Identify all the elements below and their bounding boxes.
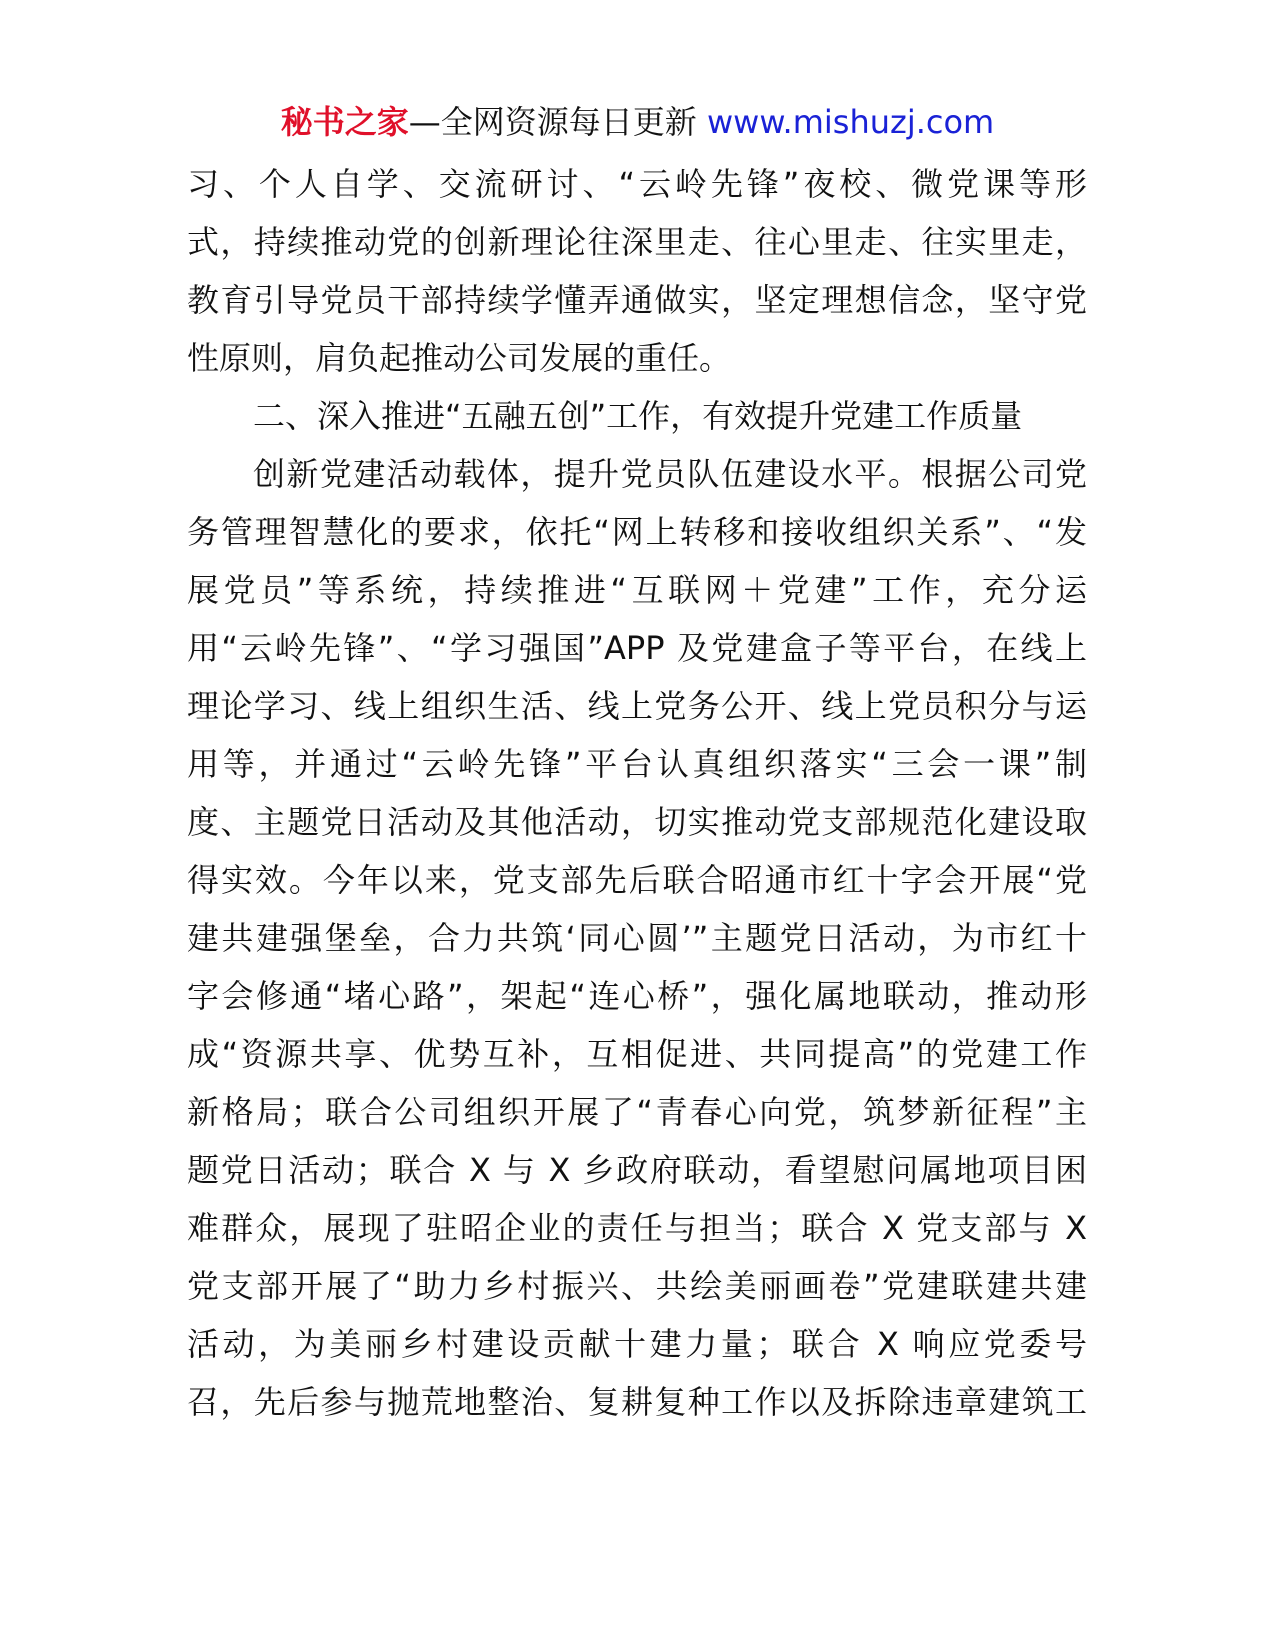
body-line: 建共建强堡垒，合力共筑‘同心圆’”主题党日活动，为市红十: [187, 919, 1087, 957]
body-line: 度、主题党日活动及其他活动，切实推动党支部规范化建设取: [187, 803, 1087, 841]
document-body: [187, 155, 1087, 1431]
site-header: [0, 100, 1275, 144]
brand-name: 秘书之家: [280, 103, 409, 141]
body-line: 难群众，展现了驻昭企业的责任与担当；联合 X 党支部与 X: [187, 1209, 1087, 1247]
body-line: 式，持续推动党的创新理论往深里走、往心里走、往实里走，: [187, 223, 1087, 261]
body-line: 成“资源共享、优势互补，互相促进、共同提高”的党建工作: [187, 1035, 1087, 1073]
header-tagline: —全网资源每日更新: [408, 103, 707, 141]
body-line: 教育引导党员干部持续学懂弄通做实，坚定理想信念，坚守党: [187, 281, 1087, 319]
section-heading: 二、深入推进“五融五创”工作，有效提升党建工作质量: [253, 397, 1023, 435]
body-line: 创新党建活动载体，提升党员队伍建设水平。根据公司党: [253, 455, 1087, 493]
body-line: 得实效。今年以来，党支部先后联合昭通市红十字会开展“党: [187, 861, 1087, 899]
body-line: 党支部开展了“助力乡村振兴、共绘美丽画卷”党建联建共建: [187, 1267, 1087, 1305]
body-line: 召，先后参与抛荒地整治、复耕复种工作以及拆除违章建筑工: [187, 1383, 1087, 1421]
body-line: 务管理智慧化的要求，依托“网上转移和接收组织关系”、“发: [187, 513, 1087, 551]
body-line: 展党员”等系统，持续推进“互联网＋党建”工作，充分运: [187, 571, 1087, 609]
body-line: 新格局；联合公司组织开展了“青春心向党，筑梦新征程”主: [187, 1093, 1087, 1131]
body-line: 习、个人自学、交流研讨、“云岭先锋”夜校、微党课等形: [187, 165, 1087, 203]
body-line: 性原则，肩负起推动公司发展的重任。: [187, 339, 732, 377]
body-line: 活动，为美丽乡村建设贡献十建力量；联合 X 响应党委号: [187, 1325, 1087, 1363]
body-line: 字会修通“堵心路”，架起“连心桥”，强化属地联动，推动形: [187, 977, 1087, 1015]
body-line: 用“云岭先锋”、“学习强国”APP 及党建盒子等平台，在线上: [187, 629, 1087, 667]
body-line: 用等，并通过“云岭先锋”平台认真组织落实“三会一课”制: [187, 745, 1087, 783]
body-line: 题党日活动；联合 X 与 X 乡政府联动，看望慰问属地项目困: [187, 1151, 1087, 1189]
body-line: 理论学习、线上组织生活、线上党务公开、线上党员积分与运: [187, 687, 1087, 725]
site-url-link[interactable]: www.mishuzj.com: [706, 103, 995, 141]
